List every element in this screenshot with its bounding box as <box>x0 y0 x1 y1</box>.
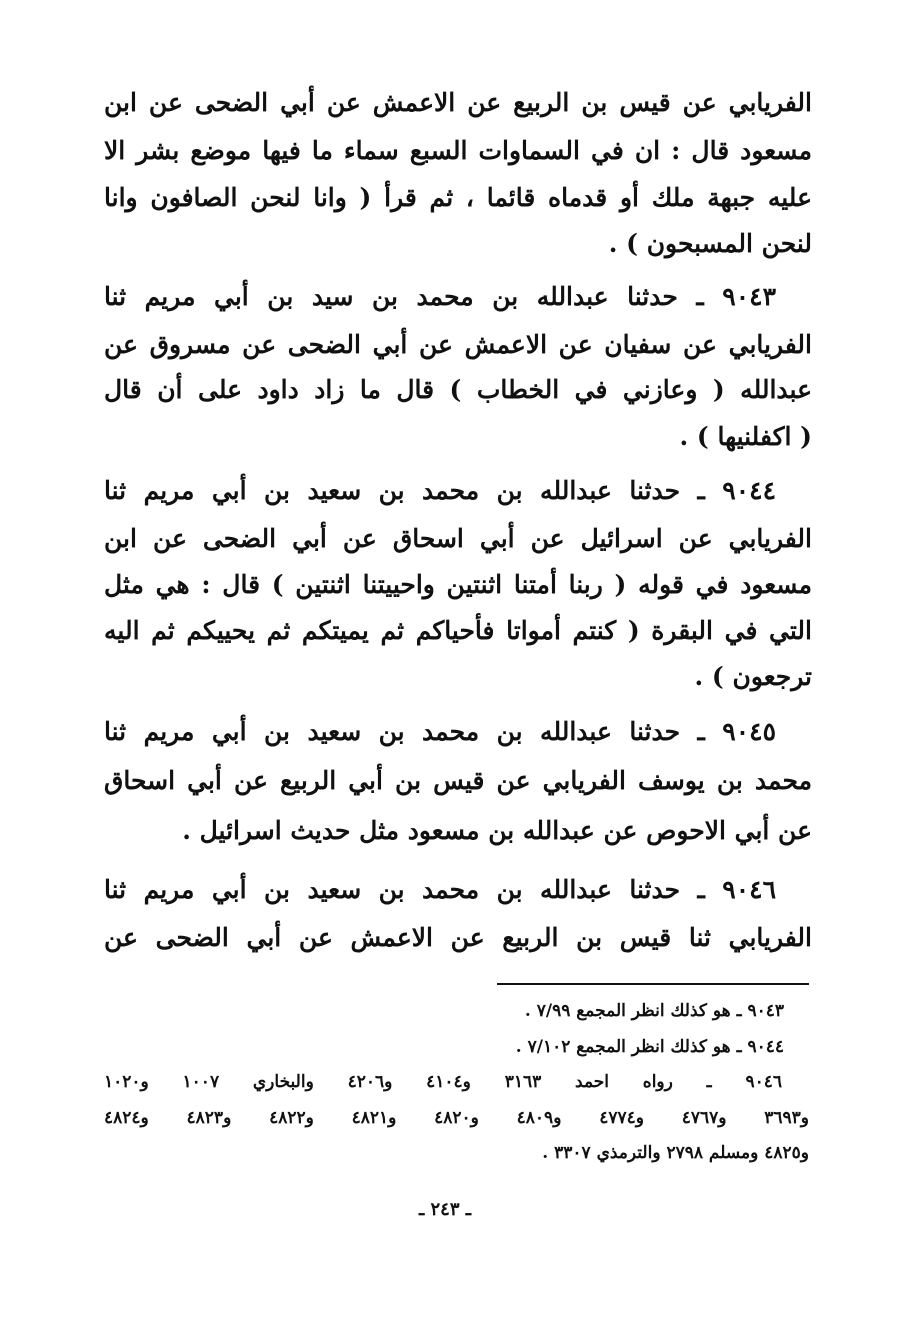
page-number: ـ ٢٤٣ ـ <box>418 1199 472 1220</box>
footnote-9046-line-2: و٣٦٩٣ و٤٧٦٧ و٤٧٧٤ و٤٨٠٩ و٤٨٢٠ و٤٨٢١ و٤٨٢٢ و٤٨٢٣ و٤٨٢٤ <box>104 1108 809 1128</box>
paragraph-1-line-1: الفريابي عن قيس بن الربيع عن الاعمش عن أبي الضحى عن ابن <box>104 88 812 117</box>
footnote-9044: ٩٠٤٤ ـ هو كذلك انظر المجمع ٧/١٠٢ . <box>515 1037 784 1057</box>
footnote-9043: ٩٠٤٣ ـ هو كذلك انظر المجمع ٧/٩٩ . <box>524 1001 784 1021</box>
paragraph-1-line-4: لنحن المسبحون ) . <box>608 229 812 258</box>
hadith-9046-line-2: الفريابي ثنا قيس بن الربيع عن الاعمش عن أبي الضحى عن <box>104 923 812 952</box>
footnote-9046-line-1: ٩٠٤٦ ـ رواه احمد ٣١٦٣ و٤١٠٤ و٤٢٠٦ والبخاري ١٠٠٧ و١٠٢٠ <box>104 1072 782 1092</box>
hadith-9044-line-2: الفريابي عن اسرائيل عن أبي اسحاق عن أبي الضحى عن ابن <box>104 524 812 553</box>
hadith-9044-line-5: ترجعون ) . <box>694 662 812 691</box>
hadith-9044-line-3: مسعود في قوله ( ربنا أمتنا اثنتين واحييتنا اثنتين ) قال : هي مثل <box>104 570 812 599</box>
hadith-9043-line-1: ٩٠٤٣ ـ حدثنا عبدالله بن محمد بن سيد بن أبي مريم ثنا <box>104 282 776 311</box>
hadith-9043-line-2: الفريابي عن سفيان عن الاعمش عن أبي الضحى عن مسروق عن <box>104 330 812 359</box>
hadith-9045-line-1: ٩٠٤٥ ـ حدثنا عبدالله بن محمد بن سعيد بن أبي مريم ثنا <box>104 717 776 746</box>
paragraph-1-line-3: عليه جبهة ملك أو قدماه قائما ، ثم قرأ ( وانا لنحن الصافون وانا <box>104 183 812 212</box>
hadith-9045-line-3: عن أبي الاحوص عن عبدالله بن مسعود مثل حديث اسرائيل . <box>182 816 812 845</box>
footnote-9046-line-3: و٤٨٢٥ ومسلم ٢٧٩٨ والترمذي ٣٣٠٧ . <box>542 1143 809 1163</box>
footnote-separator <box>497 983 809 985</box>
hadith-9046-line-1: ٩٠٤٦ ـ حدثنا عبدالله بن محمد بن سعيد بن أبي مريم ثنا <box>104 875 776 904</box>
hadith-9044-line-1: ٩٠٤٤ ـ حدثنا عبدالله بن محمد بن سعيد بن أبي مريم ثنا <box>104 476 776 505</box>
hadith-9043-line-4: ( اكفلنيها ) . <box>679 422 812 451</box>
hadith-9045-line-2: محمد بن يوسف الفريابي عن قيس بن أبي الربيع عن أبي اسحاق <box>104 766 812 795</box>
hadith-9044-line-4: التي في البقرة ( كنتم أمواتا فأحياكم ثم يميتكم ثم يحييكم ثم اليه <box>104 616 812 645</box>
hadith-9043-line-3: عبدالله ( وعازني في الخطاب ) قال ما زاد داود على أن قال <box>104 375 812 404</box>
paragraph-1-line-2: مسعود قال : ان في السماوات السبع سماء ما فيها موضع بشر الا <box>104 136 812 165</box>
